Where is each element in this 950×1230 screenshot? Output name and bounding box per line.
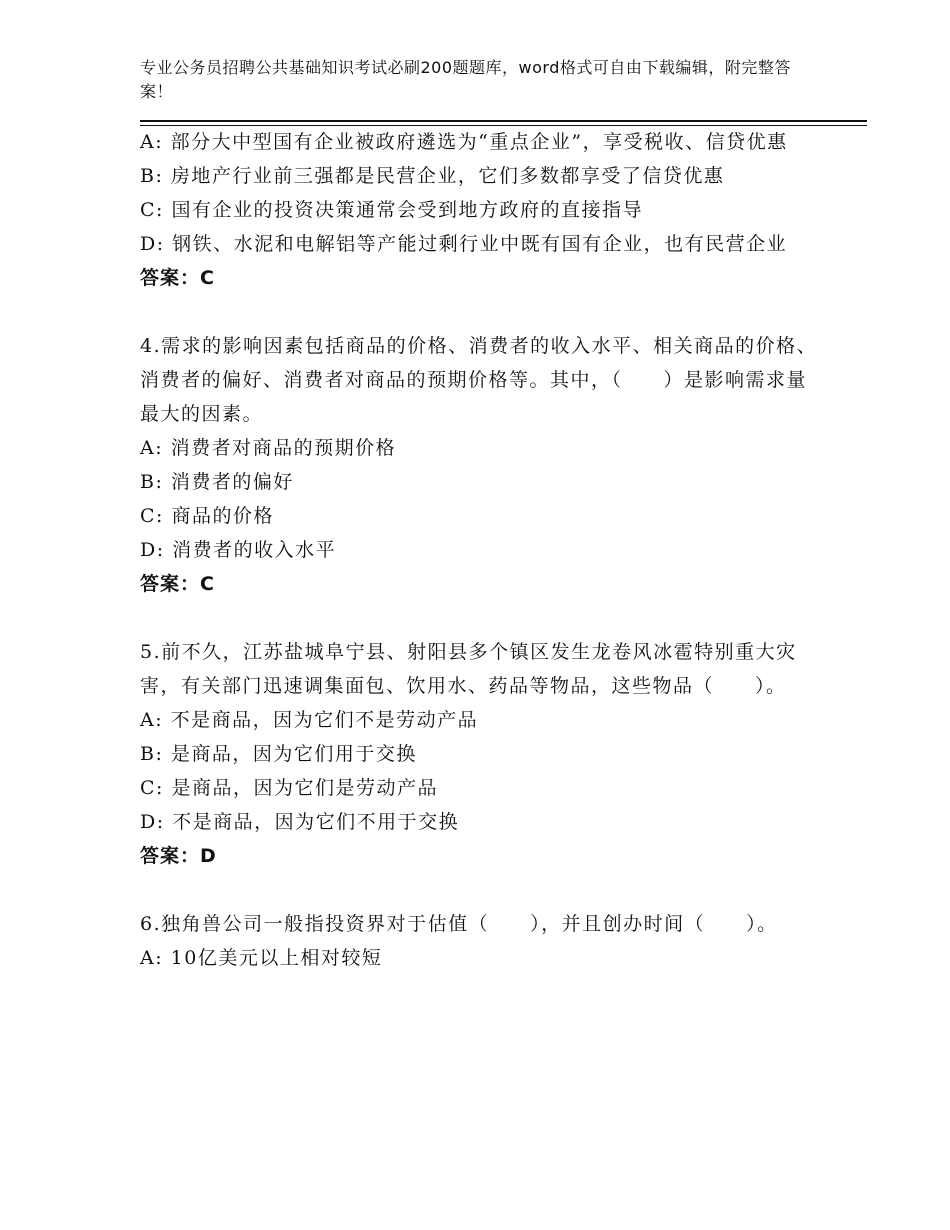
q4-answer: 答案：C [140, 573, 215, 595]
q5-answer: 答案：D [140, 845, 217, 867]
question-4 [140, 329, 820, 601]
q4-option-d: D: 消费者的收入水平 [140, 539, 337, 561]
spacer [140, 601, 820, 635]
question-6 [140, 907, 820, 975]
document-header [140, 56, 820, 104]
q3-option-c: C: 国有企业的投资决策通常会受到地方政府的直接指导 [140, 199, 643, 221]
q3-answer: 答案：C [140, 267, 215, 289]
q3-option-a: A: 部分大中型国有企业被政府遴选为“重点企业”，享受税收、信贷优惠 [140, 131, 788, 153]
q5-option-b: B: 是商品，因为它们用于交换 [140, 743, 417, 765]
q3-option-d: D: 钢铁、水泥和电解铝等产能过剩行业中既有国有企业，也有民营企业 [140, 233, 788, 255]
q4-option-c: C: 商品的价格 [140, 505, 274, 527]
header-text: 专业公务员招聘公共基础知识考试必刷200题题库，word格式可自由下载编辑，附完整答案！ [140, 58, 791, 101]
q5-stem: 5.前不久，江苏盐城阜宁县、射阳县多个镇区发生龙卷风冰雹特别重大灾害，有关部门迅速调集面包、饮用水、药品等物品，这些物品（ ）。 [140, 641, 797, 697]
q5-option-a: A: 不是商品，因为它们不是劳动产品 [140, 709, 479, 731]
q4-stem: 4.需求的影响因素包括商品的价格、消费者的收入水平、相关商品的价格、消费者的偏好、消费者对商品的预期价格等。其中，（ ）是影响需求量最大的因素。 [140, 335, 818, 425]
q3-option-b: B: 房地产行业前三强都是民营企业，它们多数都享受了信贷优惠 [140, 165, 725, 187]
q5-option-c: C: 是商品，因为它们是劳动产品 [140, 777, 438, 799]
q4-option-a: A: 消费者对商品的预期价格 [140, 437, 397, 459]
question-3 [140, 125, 820, 295]
q4-option-b: B: 消费者的偏好 [140, 471, 294, 493]
question-list [140, 125, 820, 975]
question-5 [140, 635, 820, 873]
q5-option-d: D: 不是商品，因为它们不用于交换 [140, 811, 460, 833]
spacer [140, 295, 820, 329]
q6-stem: 6.独角兽公司一般指投资界对于估值（ ），并且创办时间（ ）。 [140, 913, 778, 935]
spacer [140, 873, 820, 907]
q6-option-a: A: 10亿美元以上相对较短 [140, 947, 383, 969]
